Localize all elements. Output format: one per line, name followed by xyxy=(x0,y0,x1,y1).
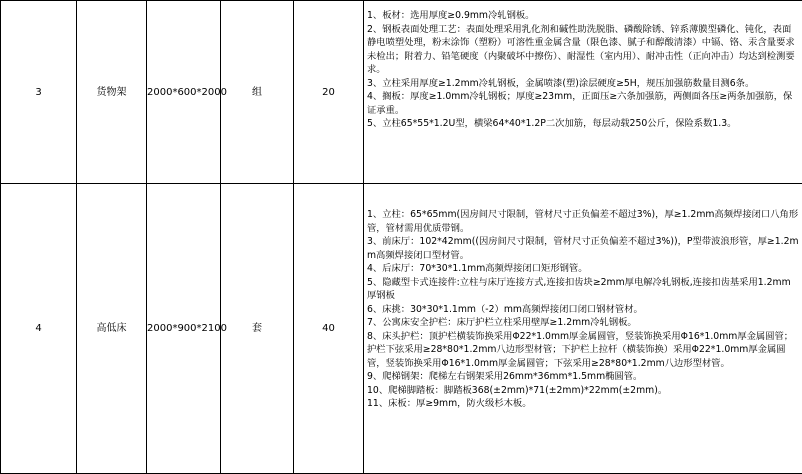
item-number: 4 xyxy=(1,184,77,474)
spec-line: 7、公寓床安全护栏：床厅护栏立柱采用壁厚≥1.2mm冷轧钢板。 xyxy=(367,317,637,328)
item-size: 2000*600*2000 xyxy=(147,1,221,184)
item-description xyxy=(364,1,802,184)
table-row xyxy=(1,184,802,474)
item-size: 2000*900*2100 xyxy=(147,184,221,474)
item-unit: 组 xyxy=(221,1,294,184)
item-description xyxy=(364,184,802,474)
item-number: 3 xyxy=(1,1,77,184)
spec-line: 11、床板：厚≥9mm，防火级杉木板。 xyxy=(367,398,532,409)
item-name: 高低床 xyxy=(77,184,147,474)
spec-line: 2、钢板表面处理工艺：表面处理采用乳化剂和碱性助洗脱脂、磷酸除锈、锌系薄膜型磷化、钝化，表面静电喷塑处理，粉末涂饰（塑粉）可溶性重金属含量（限色漆、腻子和醇酸清漆）中镉、铬、汞含量要求未检出；附着力、铅笔硬度（内聚破坏中擦伤）、耐湿性（室内用）、耐冲击性（正向冲击）均达到检测要求。 xyxy=(367,23,795,75)
spec-line: 4、搁板：厚度≥1.0mm冷轧钢板；厚度≥23mm，正面压≥六条加强筋，两侧面各压≥两条加强筋，保证承重。 xyxy=(367,91,793,116)
spec-line: 5、立柱65*55*1.2U型，横梁64*40*1.2P二次加筋，每层动载250公斤，保险系数1.3。 xyxy=(367,118,737,129)
spec-line: 5、隐藏型卡式连接件:立柱与床厅连接方式,连接扣齿块≥2mm厚电解冷轧钢板,连接扣齿基采用1.2mm厚钢板 xyxy=(367,276,791,301)
spec-line: 1、立柱：65*65mm(因房间尺寸限制，管材尺寸正负偏差不超过3%)，厚≥1.2mm高频焊接闭口八角形管，管材需用优质带钢。 xyxy=(367,209,799,234)
spec-line: 4、后床厅：70*30*1.1mm高频焊接闭口矩形钢管。 xyxy=(367,263,588,274)
spec-line: 9、爬梯钢架：爬梯左右钢架采用26mm*36mm*1.5mm椭圆管。 xyxy=(367,371,643,382)
spec-line: 8、床头护栏：顶护栏横装饰换采用Φ22*1.0mm厚金属圆管，竖装饰换采用Φ16*1.0mm厚金属圆管；护栏下弦采用≥28*80*1.2mm八边形型材管；下护栏上拉杆（横装饰换）采用Φ22*1.0mm厚金属圆管，竖装饰换采用Φ16*1.0mm厚金属圆管；下弦采用≥28*80*1.2mm八边形型材管。 xyxy=(367,330,794,369)
spec-line: 6、床挑：30*30*1.1mm（-2）mm高频焊接闭口闭口钢材管材。 xyxy=(367,303,643,315)
spec-line: 3、前床厅：102*42mm((因房间尺寸限制，管材尺寸正负偏差不超过3%))，P型带波浪形管，厚≥1.2mm高频焊接闭口型材管。 xyxy=(367,236,799,261)
spec-line: 3、立柱采用厚度≥1.2mm冷轧钢板，金属喷漆(塑)涂层硬度≥5H，规压加强筋数量目测6条。 xyxy=(367,77,755,89)
item-name: 货物架 xyxy=(77,1,147,184)
item-quantity: 40 xyxy=(294,184,364,474)
item-unit: 套 xyxy=(221,184,294,474)
item-quantity: 20 xyxy=(294,1,364,184)
table-row xyxy=(1,1,802,184)
spec-line: 1、板材：选用厚度≥0.9mm冷轧钢板。 xyxy=(367,10,535,21)
spec-line: 10、爬梯脚踏板：脚踏板368(±2mm)*71(±2mm)*22mm(±2mm)。 xyxy=(367,384,668,396)
